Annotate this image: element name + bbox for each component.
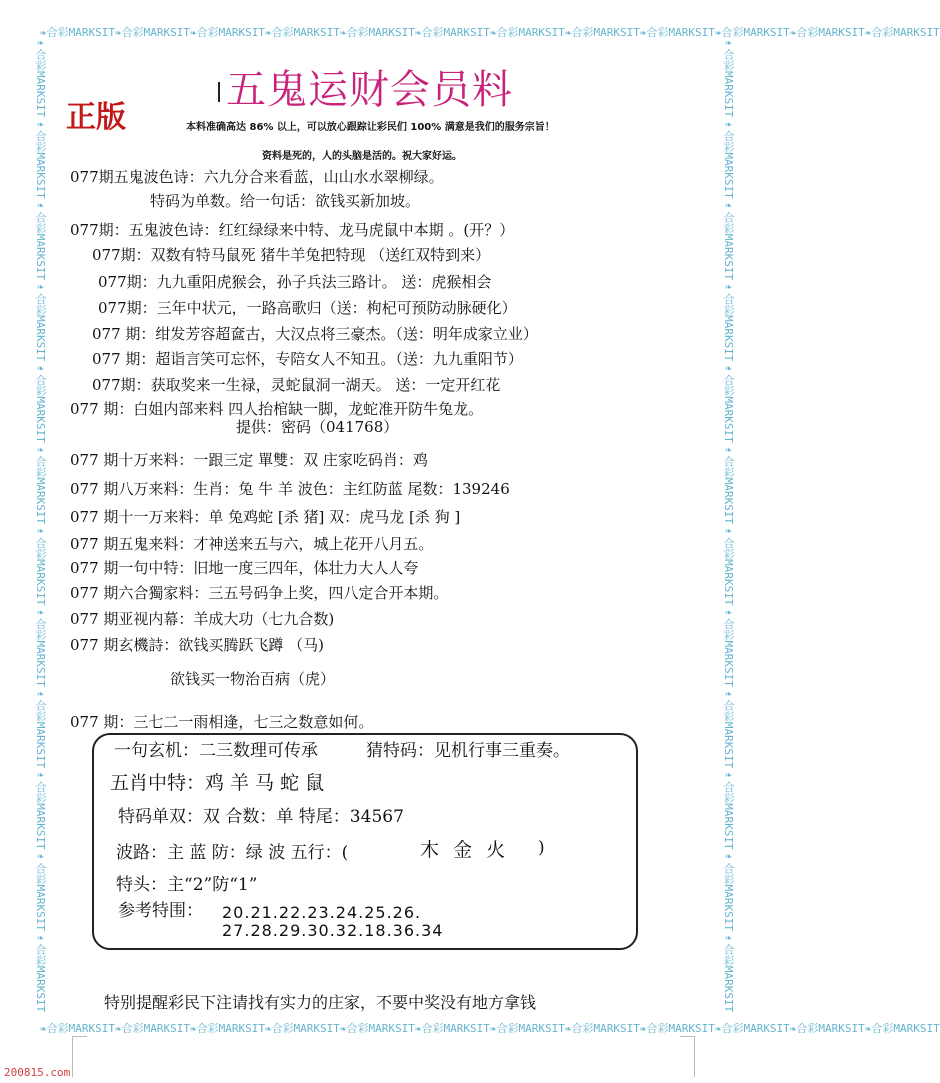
content-line: 077 期十一万来料：单 兔鸡蛇 [杀 猪] 双：虎马龙 [杀 狗 ] bbox=[70, 508, 461, 526]
box-wave-label: 波路：主 蓝 防：绿 波 五行：( bbox=[116, 843, 349, 863]
content-line: 077 期：白姐内部来料 四人抬棺缺一脚，龙蛇准开防牛兔龙。 bbox=[70, 400, 484, 418]
watermark-left-border: ❧合彩MARKSIT❧合彩MARKSIT❧合彩MARKSIT❧合彩MARKSIT❧合彩MARKSIT❧合彩MARKSIT❧合彩MARKSIT❧合彩MARKSIT❧合彩MARKSIT❧合彩MARKSIT❧合彩MARKSIT❧合彩MARKSIT bbox=[34, 36, 47, 1013]
content-line: 077 期六合獨家料：三五号码争上奖，四八定合开本期。 bbox=[70, 584, 449, 602]
content-line: 077期：双数有特马鼠死 猪牛羊兔把特现 （送红双特到来） bbox=[92, 246, 491, 264]
content-line: 欲钱买一物治百病（虎） bbox=[170, 670, 336, 688]
content-line: 077 期亚视内幕：羊成大功（七九合数) bbox=[70, 610, 335, 628]
box-range-label: 参考特围： bbox=[118, 901, 203, 921]
watermark-bottom-border: ❧合彩MARKSIT❧合彩MARKSIT❧合彩MARKSIT❧合彩MARKSIT❧合彩MARKSIT❧合彩MARKSIT❧合彩MARKSIT❧合彩MARKSIT❧合彩MARKSIT❧合彩MARKSIT❧合彩MARKSIT❧合彩MARKSIT bbox=[40, 1022, 940, 1035]
box-numbers-row2: 27.28.29.30.32.18.36.34 bbox=[222, 921, 444, 940]
box-five-elements: 木 金 火 bbox=[420, 839, 510, 861]
subtitle-accuracy: 本料准确高达 86% 以上，可以放心跟踪让彩民们 100% 满意是我们的服务宗旨！ bbox=[186, 122, 555, 133]
box-numbers-row1: 20.21.22.23.24.25.26. bbox=[222, 903, 422, 922]
page-title: 五鬼运财会员料 bbox=[226, 67, 513, 113]
content-line: 077 期玄機詩：欲钱买腾跃飞蹲 （马) bbox=[70, 636, 325, 654]
title-cursor-mark bbox=[218, 82, 220, 102]
content-line: 077 期五鬼来料：才神送来五与六，城上花开八月五。 bbox=[70, 535, 434, 553]
content-line: 077 期：三七二一雨相逢，七三之数意如何。 bbox=[70, 713, 374, 731]
box-odd-even: 特码单双：双 合数：单 特尾：34567 bbox=[118, 807, 404, 827]
subtitle-wish: 资料是死的，人的头脑是活的。祝大家好运。 bbox=[262, 151, 462, 162]
box-head: 特头：主“2”防“1” bbox=[116, 875, 258, 895]
box-guess-code: 猜特码：见机行事三重奏。 bbox=[366, 741, 570, 761]
box-bracket-close: ) bbox=[538, 838, 545, 858]
content-line: 077 期八万来料：生肖：兔 牛 羊 波色：主红防蓝 尾数：139246 bbox=[70, 480, 510, 498]
bottom-reminder: 特别提醒彩民下注请找有实力的庄家，不要中奖没有地方拿钱 bbox=[104, 993, 537, 1012]
content-line: 077期五鬼波色诗：六九分合来看蓝，山山水水翠柳绿。 bbox=[70, 168, 444, 186]
content-line: 077期：获取奖来一生禄，灵蛇鼠洞一湖天。 送：一定开红花 bbox=[92, 376, 501, 394]
box-five-zodiac: 五肖中特：鸡 羊 马 蛇 鼠 bbox=[110, 772, 325, 794]
watermark-top-border: ❧合彩MARKSIT❧合彩MARKSIT❧合彩MARKSIT❧合彩MARKSIT❧合彩MARKSIT❧合彩MARKSIT❧合彩MARKSIT❧合彩MARKSIT❧合彩MARKSIT❧合彩MARKSIT❧合彩MARKSIT❧合彩MARKSIT bbox=[40, 26, 940, 39]
box-riddle: 一句玄机：二三数理可传承 bbox=[114, 741, 318, 761]
content-line: 077 期十万来料：一跟三定 單雙：双 庄家吃码肖：鸡 bbox=[70, 451, 428, 469]
content-line: 077期：三年中状元，一路高歌归（送：枸杞可预防动脉硬化） bbox=[98, 299, 517, 317]
content-line: 077期：九九重阳虎猴会，孙子兵法三路计。 送：虎猴相会 bbox=[98, 273, 492, 291]
watermark-right-border: ❧合彩MARKSIT❧合彩MARKSIT❧合彩MARKSIT❧合彩MARKSIT❧合彩MARKSIT❧合彩MARKSIT❧合彩MARKSIT❧合彩MARKSIT❧合彩MARKSIT❧合彩MARKSIT❧合彩MARKSIT❧合彩MARKSIT bbox=[722, 36, 735, 1013]
content-line: 特码为单数。给一句话：欲钱买新加坡。 bbox=[150, 192, 421, 210]
content-line: 077 期：超诣言笑可忘怀，专陪女人不知丑。（送：九九重阳节） bbox=[92, 350, 523, 368]
content-line: 077期：五鬼波色诗：红红绿绿来中特、龙马虎鼠中本期 。(开？） bbox=[70, 221, 515, 239]
password-line: 提供：密码（041768） bbox=[236, 418, 399, 436]
genuine-badge: 正版 bbox=[66, 100, 126, 135]
corner-bracket-left bbox=[72, 1036, 87, 1077]
site-watermark: 200815.com bbox=[4, 1066, 71, 1079]
corner-bracket-right bbox=[680, 1036, 695, 1077]
content-line: 077 期：绀发芳容超奩古，大汉点将三豪杰。（送：明年成家立业） bbox=[92, 325, 538, 343]
content-line: 077 期一句中特：旧地一度三四年，体壮力大人人夸 bbox=[70, 559, 419, 577]
